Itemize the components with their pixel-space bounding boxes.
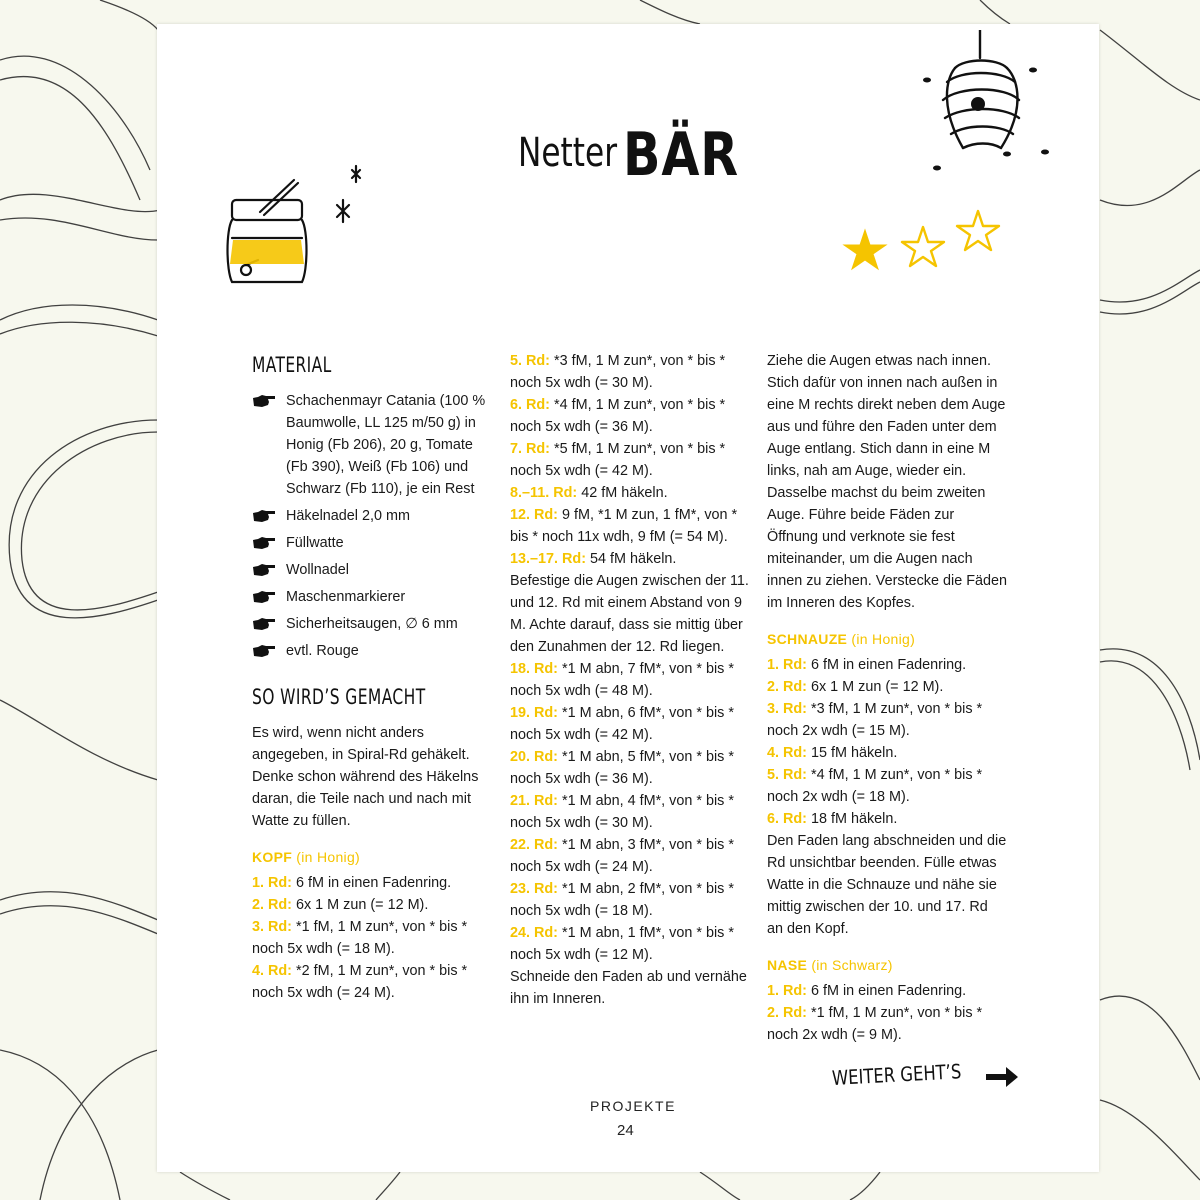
round-step: 18. Rd: *1 M abn, 7 fM*, von * bis * noch 5x wdh (= 48 M). [510,661,734,699]
page-number: 24 [617,1122,634,1139]
round-step: 12. Rd: 9 fM, *1 M zun, 1 fM*, von * bis * noch 11x wdh, 9 fM (= 54 M). [510,507,738,545]
beehive-icon [915,30,1065,180]
round-step: 20. Rd: *1 M abn, 5 fM*, von * bis * noch 5x wdh (= 36 M). [510,749,734,787]
round-step: 5. Rd: *4 fM, 1 M zun*, von * bis * noch 2x wdh (= 18 M). [767,767,983,805]
list-item: evtl. Rouge [252,640,492,662]
list-item: Schachenmayr Catania (100 % Baumwolle, LL 125 m/50 g) in Honig (Fb 206), 20 g, Tomate (Fb 390), Weiß (Fb 106) und Schwarz (Fb 110), je ein Rest [252,390,492,500]
schnauze-heading: SCHNAUZE (in Honig) [767,631,916,647]
title-big: BÄR [623,120,739,190]
round-step: 4. Rd: 15 fM häkeln. [767,745,898,761]
page-title [518,120,739,190]
material-heading: MATERIAL [252,353,332,377]
nase-heading: NASE (in Schwarz) [767,957,893,973]
round-step: 2. Rd: 6x 1 M zun (= 12 M). [767,679,944,695]
continue-link[interactable]: WEITER GEHT’S [831,1059,962,1090]
round-step: 3. Rd: *3 fM, 1 M zun*, von * bis * noch 2x wdh (= 15 M). [767,701,983,739]
column-left [252,352,492,1004]
list-item: Wollnadel [252,559,492,581]
round-step: 8.–11. Rd: 42 fM häkeln. [510,485,668,501]
title-small: Netter [518,130,618,176]
kopf-finish: Schneide den Faden ab und vernähe ihn im Inneren. [510,969,747,1007]
round-step: 13.–17. Rd: 54 fM häkeln. [510,551,677,567]
round-step: 19. Rd: *1 M abn, 6 fM*, von * bis * noch 5x wdh (= 42 M). [510,705,734,743]
round-step: 3. Rd: *1 fM, 1 M zun*, von * bis * noch 5x wdh (= 18 M). [252,919,468,957]
honey-jar-icon [222,160,392,295]
difficulty-stars [840,205,1010,280]
column-right [767,350,1007,1046]
material-list [252,390,492,662]
round-step: 22. Rd: *1 M abn, 3 fM*, von * bis * noch 5x wdh (= 24 M). [510,837,734,875]
round-step: 23. Rd: *1 M abn, 2 fM*, von * bis * noch 5x wdh (= 18 M). [510,881,734,919]
star-filled-icon [844,230,886,269]
list-item: Maschenmarkierer [252,586,492,608]
round-step: 7. Rd: *5 fM, 1 M zun*, von * bis * noch 5x wdh (= 42 M). [510,441,726,479]
pointing-hand-icon [252,589,276,605]
round-step: 21. Rd: *1 M abn, 4 fM*, von * bis * noch 5x wdh (= 30 M). [510,793,734,831]
round-step: 1. Rd: 6 fM in einen Fadenring. [767,657,967,673]
star-empty-icon [957,211,999,250]
schnauze-finish: Den Faden lang abschneiden und die Rd unsichtbar beenden. Fülle etwas Watte in die Schnauze und nähe sie mittig zwischen der 10. und 17. Rd an den Kopf. [767,833,1007,937]
eyes-note: Befestige die Augen zwischen der 11. und 12. Rd mit einem Abstand von 9 M. Achte darauf, dass sie mittig über den Zunahmen der 12. Rd liegen. [510,573,749,655]
round-step: 5. Rd: *3 fM, 1 M zun*, von * bis * noch 5x wdh (= 30 M). [510,353,726,391]
pointing-hand-icon [252,616,276,632]
round-step: 1. Rd: 6 fM in einen Fadenring. [767,983,967,999]
pointing-hand-icon [252,535,276,551]
round-step: 24. Rd: *1 M abn, 1 fM*, von * bis * noch 5x wdh (= 12 M). [510,925,734,963]
pointing-hand-icon [252,508,276,524]
section-label: PROJEKTE [590,1098,676,1114]
round-step: 4. Rd: *2 fM, 1 M zun*, von * bis * noch 5x wdh (= 24 M). [252,963,468,1001]
round-step: 2. Rd: 6x 1 M zun (= 12 M). [252,897,429,913]
list-item: Sicherheitsaugen, ∅ 6 mm [252,613,492,635]
kopf-heading: KOPF (in Honig) [252,849,360,865]
round-step: 1. Rd: 6 fM in einen Fadenring. [252,875,452,891]
pointing-hand-icon [252,393,276,409]
pointing-hand-icon [252,562,276,578]
pointing-hand-icon [252,643,276,659]
list-item: Häkelnadel 2,0 mm [252,505,492,527]
round-step: 2. Rd: *1 fM, 1 M zun*, von * bis * noch 2x wdh (= 9 M). [767,1005,983,1043]
column-middle [510,350,750,1010]
howto-intro: Es wird, wenn nicht anders angegeben, in Spiral-Rd gehäkelt. Denke schon während des Häkelns daran, die Teile nach und nach mit Watte zu füllen. [252,725,479,829]
star-empty-icon [902,227,944,266]
list-item: Füllwatte [252,532,492,554]
arrow-right-icon [984,1064,1020,1090]
eyes-pull-note: Ziehe die Augen etwas nach innen. Stich dafür von innen nach außen in eine M rechts direkt neben dem Auge aus und führe den Faden unter dem Auge entlang. Stich dann in eine M links, nah am Auge, wieder ein. Dasselbe machst du beim zweiten Auge. Führe beide Fäden zur Öffnung und verknote sie fest miteinander, um die Augen nach innen zu ziehen. Verstecke die Fäden im Inneren des Kopfes. [767,353,1008,611]
howto-heading: SO WIRD’S GEMACHT [252,685,426,709]
round-step: 6. Rd: *4 fM, 1 M zun*, von * bis * noch 5x wdh (= 36 M). [510,397,726,435]
round-step: 6. Rd: 18 fM häkeln. [767,811,898,827]
